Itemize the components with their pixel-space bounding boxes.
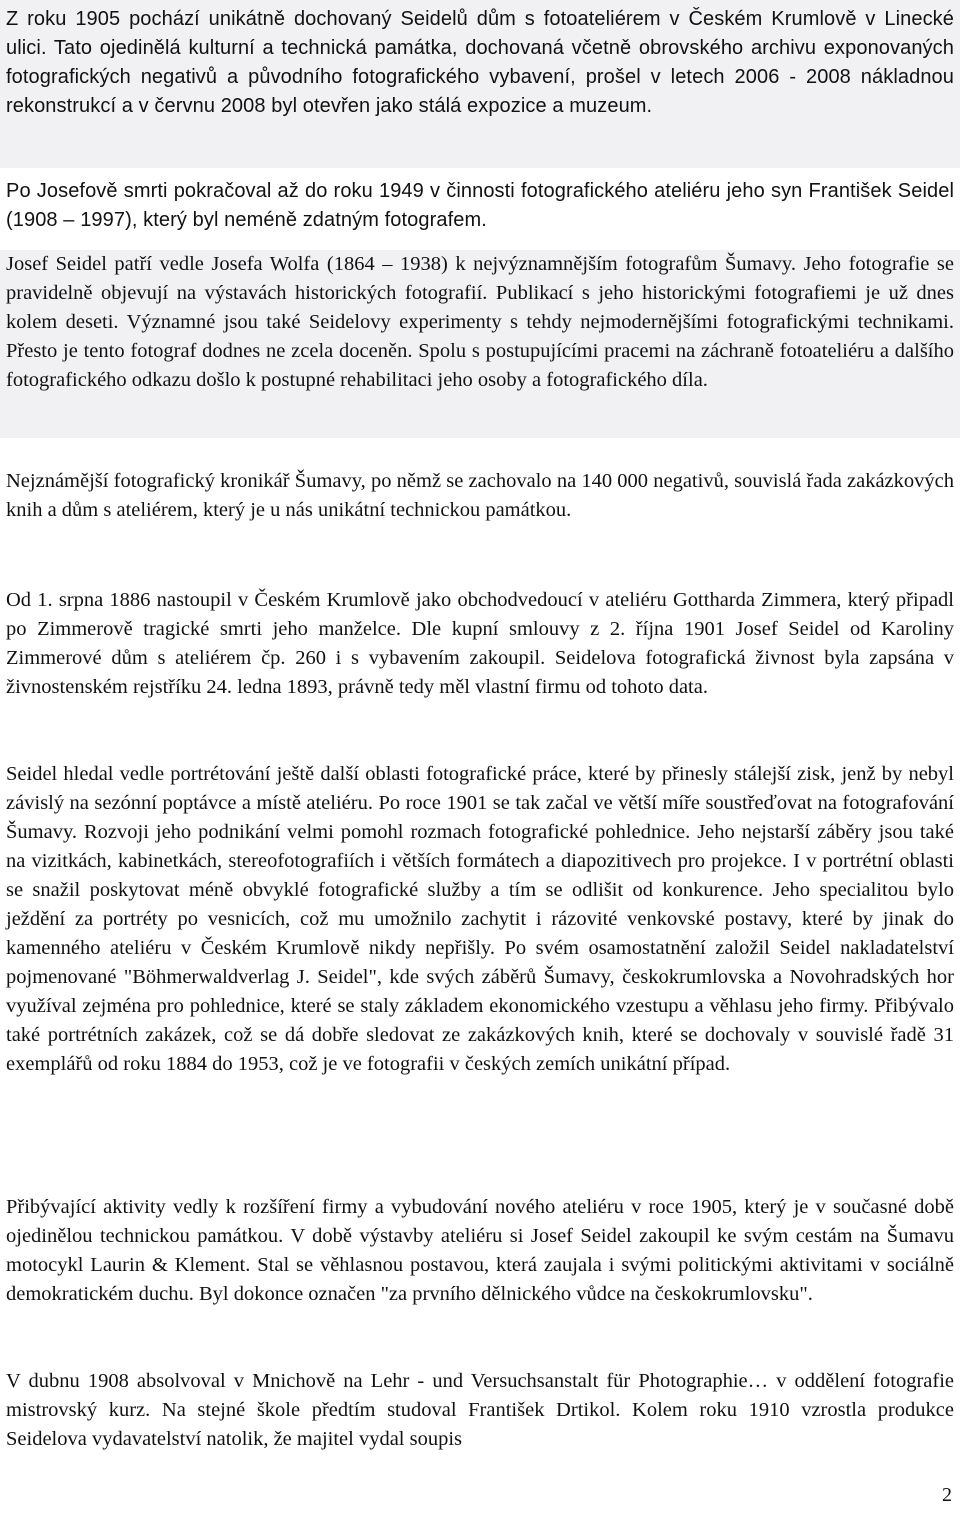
paragraph-new-atelier: Přibývající aktivity vedly k rozšíření firmy a vybudování nového ateliéru v roce 1905, který je v současné době ojedinělou technickou památkou. V době výstavby ateliéru si Josef Seidel zakoupil ke svým cestám na Šumavu motocykl Laurin & Klement. Stal se věhlasnou postavou, která zaujala i svými politickými aktivitami v sociálně demokratickém duchu. Byl dokonce označen "za prvního dělnického vůdce na českokrumlovsku".	[6, 1196, 954, 1305]
paragraph-munich-course: V dubnu 1908 absolvoval v Mnichově na Lehr - und Versuchsanstalt für Photographie… v oddělení fotografie mistrovský kurz. Na stejné škole předtím studoval František Drtikol. Kolem roku 1910 vzrostla produkce Seidelova vydavatelství natolik, že majitel vydal soupis	[6, 1370, 954, 1450]
paragraph-sumava-photography: Seidel hledal vedle portrétování ještě další oblasti fotografické práce, které by přinesly stálejší zisk, jenž by nebyl závislý na sezónní poptávce a místě ateliéru. Po roce 1901 se tak začal ve větší míře soustřeďovat na fotografování Šumavy. Rozvoji jeho podnikání velmi pomohl rozmach fotografické pohlednice. Jeho nejstarší záběry jsou také na vizitkách, kabinetkách, stereofotografiích i větších formátech a diapozitivech pro projekce. I v portrétní oblasti se snažil poskytovat méně obvyklé fotografické služby a tím se odlišit od konkurence. Jeho specialitou bylo ježdění za portréty po vesnicích, což mu umožnilo zachytit i rázovité venkovské postavy, které by jinak do kamenného ateliéru v Českém Krumlově nikdy nepřišly. Po svém osamostatnění založil Seidel nakladatelství pojmenované "Böhmerwaldverlag J. Seidel", kde svých záběrů Šumavy, českokrumlovska a Novohradských hor využíval zejména pro pohlednice, které se staly základem ekonomického vzestupu a věhlasu jeho firmy. Přibývalo také portrétních zakázek, což se dá dobře sledovat ze zakázkových knih, které se dochovaly v souvislé řadě 31 exemplářů od roku 1884 do 1953, což je ve fotografii v českých zemích unikátní případ.	[6, 763, 954, 1075]
paragraph-museum-intro: Z roku 1905 pochází unikátně dochovaný Seidelů dům s fotoateliérem v Českém Krumlově v Linecké ulici. Tato ojedinělá kulturní a technická památka, dochovaná včetně obrovského archivu exponovaných fotografických negativů a původního fotografického vybavení, prošel v letech 2006 - 2008 nákladnou rekonstrukcí a v červnu 2008 byl otevřen jako stálá expozice a muzeum.	[6, 8, 954, 117]
paragraph-zimmer-atelier: Od 1. srpna 1886 nastoupil v Českém Krumlově jako obchodvedoucí v ateliéru Gottharda Zimmera, který připadl po Zimmerově tragické smrti jeho manželce. Dle kupní smlouvy z 2. října 1901 Josef Seidel od Karoliny Zimmerové dům s ateliérem čp. 260 i s vybavením zakoupil. Seidelova fotografická živnost byla zapsána v živnostenském rejstříku 24. ledna 1893, právně tedy měl vlastní firmu od tohoto data.	[6, 589, 954, 698]
paragraph-chronicler: Nejznámější fotografický kronikář Šumavy, po němž se zachovalo na 140 000 negativů, souvislá řada zakázkových knih a dům s ateliérem, který je u nás unikátní technickou památkou.	[6, 470, 954, 521]
page-number: 2	[942, 1484, 952, 1506]
paragraph-significance: Josef Seidel patří vedle Josefa Wolfa (1864 – 1938) k nejvýznamnějším fotografům Šumavy. Jeho fotografie se pravidelně objevují na výstavách historických fotografií. Publikací s jeho historickými fotografiemi je už dnes kolem deseti. Významné jsou také Seidelovy experimenty s tehdy nejmodernějšími fotografickými technikami. Přesto je tento fotograf dodnes ne zcela doceněn. Spolu s postupujícími pracemi na záchraně fotoateliéru a dalšího fotografického odkazu došlo k postupné rehabilitaci jeho osoby a fotografického díla.	[6, 253, 954, 391]
paragraph-son-frantisek: Po Josefově smrti pokračoval až do roku 1949 v činnosti fotografického ateliéru jeho syn František Seidel (1908 – 1997), který byl neméně zdatným fotografem.	[6, 180, 954, 231]
